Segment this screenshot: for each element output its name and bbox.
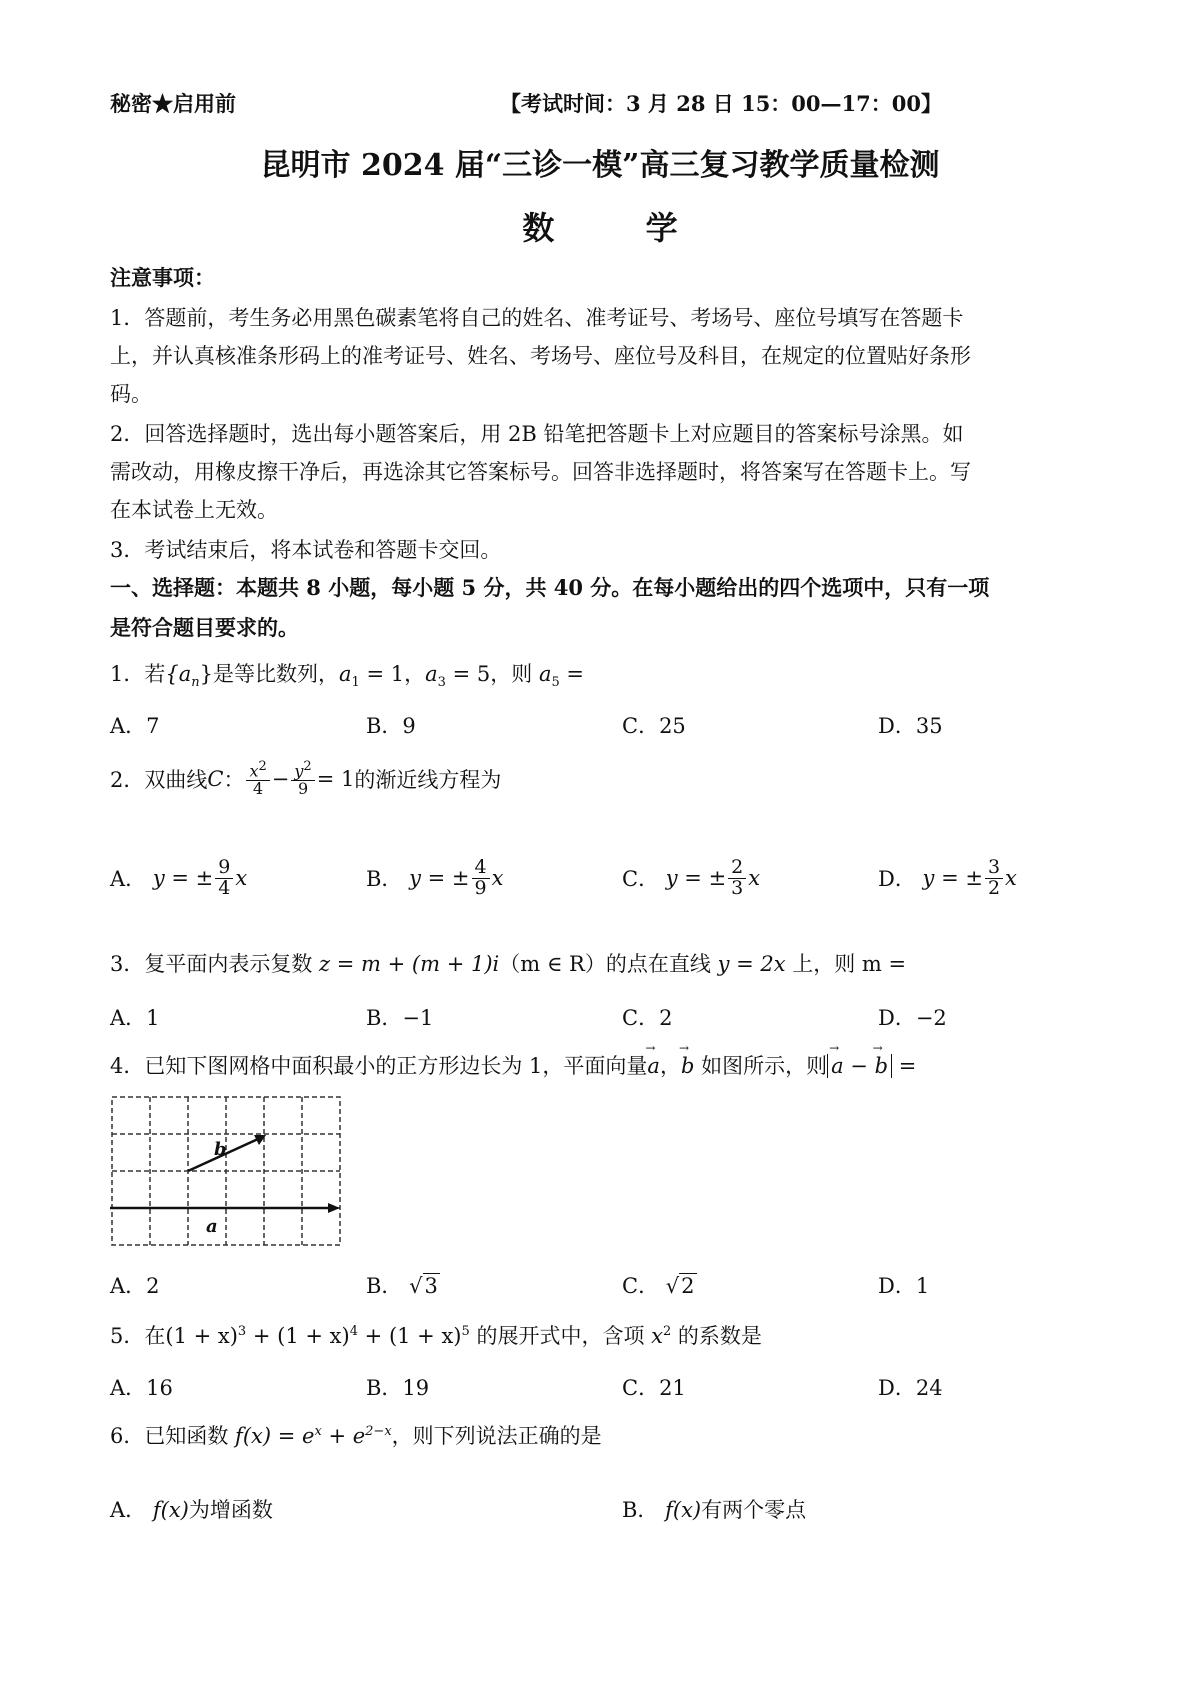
q3-option-d: D．−2	[878, 1006, 947, 1030]
notes-line: 上，并认真核准条形码上的准考证号、姓名、考场号、座位号及科目，在规定的位置贴好条形	[110, 344, 971, 368]
vector-a-arrowhead	[328, 1203, 340, 1213]
q5-option-d: D．24	[878, 1376, 943, 1400]
q2-option-d: D． y = ± $\frac{3}{2}$ x	[878, 856, 1017, 899]
q4-option-d: D．1	[878, 1274, 930, 1298]
q3-option-a: A．1	[110, 1006, 160, 1030]
section-heading: 一、选择题：本题共 8 小题，每小题 5 分，共 40 分。在每小题给出的四个选项中，只有一项	[110, 575, 990, 600]
q5-option-a: A．16	[110, 1376, 173, 1400]
q3-option-b: B．−1	[366, 1006, 434, 1030]
exam-time: 【考试时间：3 月 28 日 15：00—17：00】	[500, 91, 942, 116]
question-3: 3．复平面内表示复数 z = m + (m + 1)i（m ∈ R）的点在直线 y = 2x 上，则 m =	[110, 952, 907, 976]
notes-line: 2．回答选择题时，选出每小题答案后，用 2B 铅笔把答题卡上对应题目的答案标号涂黑。如	[110, 422, 964, 446]
notes-heading: 注意事项：	[110, 265, 215, 290]
question-6: 6．已知函数 $f(x) = e^x + e^{2-x}$，则下列说法正确的是	[110, 1424, 602, 1448]
question-2: 2．双曲线 C ： $\frac{x^2}{4}$ − $\frac{y^2}{9}$ = 1 的渐近线方程为	[110, 759, 502, 799]
notes-line: 码。	[110, 382, 152, 406]
section-heading-cont: 是符合题目要求的。	[110, 615, 299, 640]
q5-option-c: C．21	[622, 1376, 686, 1400]
vector-grid-figure	[108, 1093, 346, 1249]
vector-b-label: b	[214, 1139, 227, 1160]
q4-option-b: B． √3	[366, 1274, 438, 1298]
notes-line: 1．答题前，考生务必用黑色碳素笔将自己的姓名、准考证号、考场号、座位号填写在答题卡	[110, 306, 964, 330]
notes-line: 需改动，用橡皮擦干净后，再选涂其它答案标号。回答非选择题时，将答案写在答题卡上。写	[110, 460, 971, 484]
vector-a-label: a	[206, 1216, 218, 1237]
q3-option-c: C．2	[622, 1006, 673, 1030]
q1-option-a: A．7	[110, 714, 160, 738]
q4-option-a: A．2	[110, 1274, 160, 1298]
q4-option-c: C． √2	[622, 1274, 695, 1298]
notes-line: 在本试卷上无效。	[110, 498, 278, 522]
q1-option-b: B．9	[366, 714, 416, 738]
question-1: 1．若$\{a_n\}$是等比数列，$a_1 = 1$，$a_3 = 5$，则 $a_5$ =	[110, 662, 585, 691]
grid-lines	[112, 1097, 340, 1245]
q6-option-a: A． f(x)为增函数	[110, 1498, 273, 1522]
notes-line: 3．考试结束后，将本试卷和答题卡交回。	[110, 538, 502, 562]
secret-label: 秘密★启用前	[110, 91, 236, 116]
subject-title: 数 学	[522, 209, 718, 247]
q2-option-c: C． y = ± $\frac{2}{3}$ x	[622, 856, 761, 899]
question-5: 5．在$(1 + x)^3 + (1 + x)^4 + (1 + x)^5$ 的展开式中，含项 $x^2$ 的系数是	[110, 1324, 762, 1348]
q2-option-a: A． y = ± $\frac{9}{4}$ x	[110, 856, 248, 899]
q5-option-b: B．19	[366, 1376, 430, 1400]
q1-option-d: D．35	[878, 714, 943, 738]
q6-option-b: B． f(x)有两个零点	[622, 1498, 807, 1522]
question-4: 4．已知下图网格中面积最小的正方形边长为 1，平面向量→ a，→ b 如图所示，则→ a − → b =	[110, 1050, 916, 1080]
q2-option-b: B． y = ± $\frac{4}{9}$ x	[366, 856, 504, 899]
page-title: 昆明市 2024 届“三诊一模”高三复习教学质量检测	[260, 148, 940, 183]
q1-option-c: C．25	[622, 714, 686, 738]
